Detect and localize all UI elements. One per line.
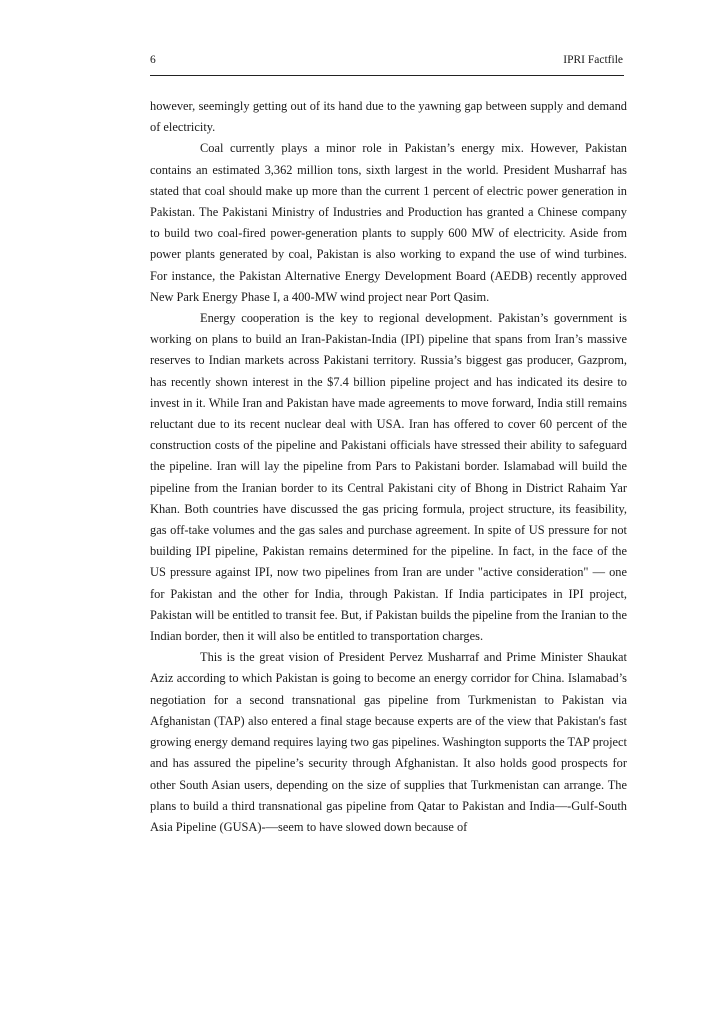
paragraph-coal: Coal currently plays a minor role in Pakistan’s energy mix. However, Pakistan contains an estimated 3,362 million tons, sixth largest in the world. President Musharraf has stated that coal should make up more than the current 1 percent of electric power generation in Pakistan. The Pakistani Ministry of Industries and Production has granted a Chinese company to build two coal-fired power-generation plants to supply 600 MW of electricity. Aside from power plants generated by coal, Pakistan is also working to expand the use of wind turbines. For instance, the Pakistan Alternative Energy Development Board (AEDB) recently approved New Park Energy Phase I, a 400-MW wind project near Port Qasim. <box>150 141 627 304</box>
header-divider <box>150 75 624 76</box>
paragraph-continuation: however, seemingly getting out of its hand due to the yawning gap between supply and demand of electricity. <box>150 99 627 135</box>
paragraph-energy-corridor: This is the great vision of President Pervez Musharraf and Prime Minister Shaukat Aziz according to which Pakistan is going to become an energy corridor for China. Islamabad’s negotiation for a second transnational gas pipeline from Turkmenistan to Pakistan via Afghanistan (TAP) also entered a final stage because experts are of the view that Pakistan's fast growing energy demand requires laying two gas pipelines. Washington supports the TAP project and has assured the pipeline’s security through Afghanistan. It also holds good prospects for other South Asian users, depending on the size of supplies that Turkmenistan can arrange. The plans to build a third transnational gas pipeline from Qatar to Pakistan and India—-Gulf-South Asia Pipeline (GUSA)-—seem to have slowed down because of <box>150 650 627 834</box>
running-title: IPRI Factfile <box>563 54 623 66</box>
body-text <box>150 96 627 838</box>
paragraph-energy-cooperation: Energy cooperation is the key to regional development. Pakistan’s government is working on plans to build an Iran-Pakistan-India (IPI) pipeline that spans from Iran’s massive reserves to Indian markets across Pakistani territory. Russia’s biggest gas producer, Gazprom, has recently shown interest in the $7.4 billion pipeline project and has indicated its desire to invest in it. While Iran and Pakistan have made agreements to move forward, India still remains reluctant due to its recent nuclear deal with USA. Iran has offered to cover 60 percent of the construction costs of the pipeline and Pakistani officials have stressed their ability to safeguard the pipeline. Iran will lay the pipeline from Pars to Pakistani border. Islamabad will build the pipeline from the Iranian border to its Central Pakistani city of Bhong in District Rahaim Yar Khan. Both countries have discussed the gas pricing formula, project structure, its feasibility, gas off-take volumes and the gas sales and purchase agreement. In spite of US pressure for not building IPI pipeline, Pakistan remains determined for the pipeline. In fact, in the face of the US pressure against IPI, now two pipelines from Iran are under "active consideration" — one for Pakistan and the other for India, through Pakistan. If India participates in IPI project, Pakistan will be entitled to transit fee. But, if Pakistan builds the pipeline from the Iranian to the Indian border, then it will also be entitled to transportation charges. <box>150 311 627 644</box>
page-number: 6 <box>150 54 156 66</box>
document-page <box>150 50 626 70</box>
running-header <box>150 50 626 70</box>
